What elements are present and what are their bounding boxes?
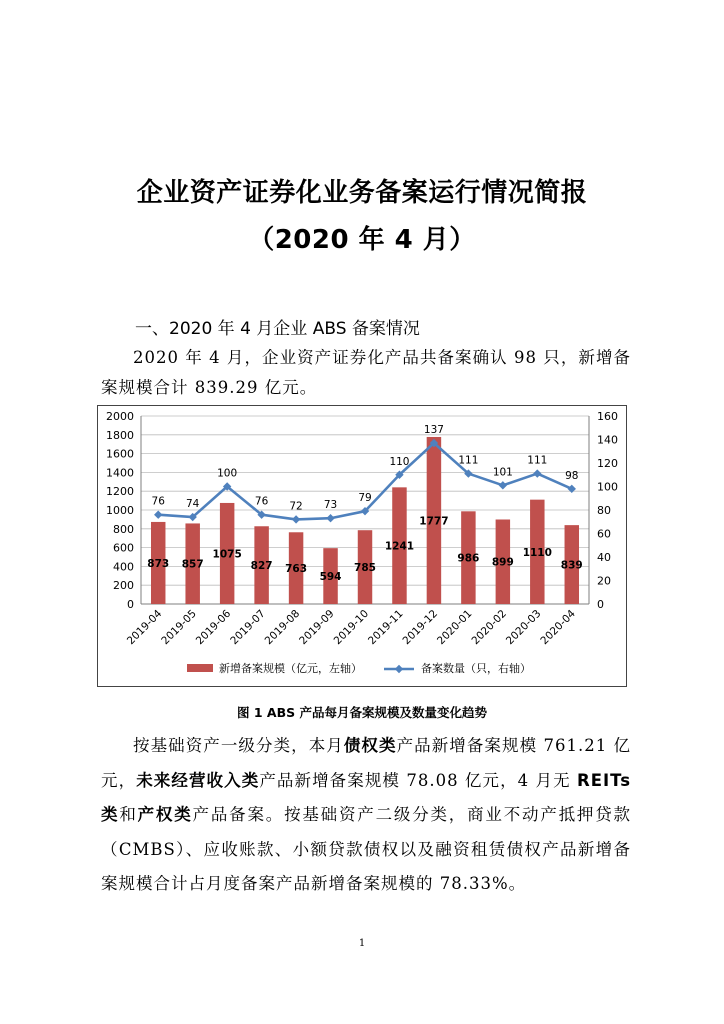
- right-axis-tick: 40: [597, 551, 611, 564]
- count-value-label: 72: [289, 500, 303, 513]
- count-value-label: 137: [423, 424, 444, 437]
- legend-bar-label: 新增备案规模（亿元，左轴）: [219, 662, 362, 675]
- count-value-label: 110: [389, 455, 410, 468]
- left-axis-tick: 600: [113, 541, 134, 555]
- bar-value-label: 594: [319, 571, 342, 584]
- left-axis-tick: 1200: [106, 485, 134, 499]
- left-axis-tick: 400: [113, 560, 134, 574]
- count-point-marker: [533, 469, 541, 477]
- bar-value-label: 1241: [384, 540, 415, 553]
- count-point-marker: [326, 514, 334, 522]
- page-number: 1: [358, 938, 366, 949]
- x-axis-tick: 2019-07: [228, 607, 268, 648]
- para-text: 产品新增备案规模 78.08 亿元，4 月无: [259, 770, 578, 790]
- paragraph-classification: [101, 729, 631, 902]
- bar-value-label: 827: [250, 560, 273, 573]
- count-point-marker: [154, 511, 162, 519]
- x-axis-tick: 2019-04: [124, 607, 165, 648]
- para-text: 按基础资产一级分类，本月: [133, 736, 344, 755]
- left-axis-tick: 1800: [106, 428, 134, 442]
- para-bold-term: 产权类: [137, 805, 193, 824]
- x-axis-tick: 2019-10: [331, 607, 372, 648]
- count-value-label: 76: [254, 495, 269, 508]
- bar-value-label: 1110: [522, 546, 552, 559]
- document-subtitle-date: （2020 年 4 月）: [248, 225, 476, 255]
- x-axis-tick: 2019-12: [400, 607, 441, 648]
- para-text: 产品备案。按基础资产二级分类，商业不动产抵押贷款（CMBS）、应收账款、小额贷款债权以及融资租赁债权产品新增备案规模合计占月度备案产品新增备案规模的 78.33%。: [101, 805, 632, 893]
- count-point-marker: [292, 515, 300, 523]
- para-bold-term: 未来经营收入类: [136, 770, 260, 790]
- para-bold-term: REITs 类: [101, 770, 632, 824]
- right-axis-tick: 100: [597, 480, 618, 494]
- left-axis-tick: 1600: [106, 447, 134, 461]
- count-value-label: 74: [186, 498, 200, 511]
- bar-value-label: 1075: [212, 548, 242, 561]
- count-value-label: 100: [217, 467, 238, 480]
- count-value-label: 111: [527, 454, 548, 467]
- left-axis-tick: 0: [127, 598, 134, 611]
- para-bold-term: 债权类: [343, 736, 397, 755]
- right-axis-tick: 120: [597, 457, 618, 470]
- bar-value-label: 785: [354, 562, 376, 575]
- x-axis-tick: 2019-06: [193, 607, 234, 648]
- legend-line-label: 备案数量（只，右轴）: [421, 662, 531, 675]
- left-axis-tick: 1400: [106, 466, 134, 480]
- count-value-label: 101: [492, 466, 513, 479]
- legend-bar-swatch: [187, 664, 213, 672]
- right-axis-tick: 140: [597, 433, 618, 447]
- document-title: 企业资产证券化业务备案运行情况简报: [136, 178, 588, 208]
- bar-value-label: 857: [181, 558, 204, 571]
- bar-value-label: 873: [147, 557, 170, 570]
- figure-caption: 图 1 ABS 产品每月备案规模及数量变化趋势: [237, 705, 487, 720]
- x-axis-tick: 2020-04: [538, 607, 578, 648]
- x-axis-tick: 2019-08: [262, 607, 303, 648]
- paragraph-summary: 2020 年 4 月，企业资产证券化产品共备案确认 98 只，新增备案规模合计 839.29 亿元。: [101, 348, 631, 397]
- x-axis-tick: 2019-09: [297, 607, 337, 648]
- count-point-marker: [499, 481, 507, 489]
- bar-value-label: 763: [285, 563, 308, 576]
- section-heading: 一、2020 年 4 月企业 ABS 备案情况: [135, 319, 420, 339]
- bar-value-label: 1777: [419, 515, 449, 528]
- left-axis-tick: 1000: [106, 504, 134, 517]
- right-axis-tick: 80: [597, 504, 611, 517]
- abs-chart: [97, 405, 627, 687]
- x-axis-tick: 2020-03: [503, 607, 544, 648]
- para-text: 产品新增备案规模 761.21 亿元，: [101, 736, 632, 790]
- x-axis-tick: 2020-02: [469, 607, 509, 648]
- count-value-label: 111: [458, 454, 479, 467]
- x-axis-tick: 2019-11: [366, 607, 406, 648]
- para-text: 和: [119, 805, 138, 824]
- legend-line-marker: [395, 665, 403, 673]
- right-axis-tick: 0: [597, 598, 604, 611]
- left-axis-tick: 200: [113, 579, 134, 593]
- count-point-marker: [568, 485, 576, 493]
- right-axis-tick: 20: [597, 574, 611, 588]
- x-axis-tick: 2019-05: [159, 607, 199, 648]
- left-axis-tick: 2000: [106, 410, 134, 423]
- count-value-label: 73: [323, 499, 338, 512]
- left-axis-tick: 800: [113, 522, 134, 536]
- bar-value-label: 839: [560, 559, 583, 572]
- x-axis-tick: 2020-01: [434, 607, 475, 648]
- right-axis-tick: 160: [597, 410, 618, 423]
- right-axis-tick: 60: [597, 527, 611, 541]
- bar-value-label: 899: [491, 556, 514, 569]
- chart-svg: [98, 406, 626, 686]
- count-value-label: 79: [358, 492, 372, 505]
- count-value-label: 76: [151, 495, 165, 508]
- count-value-label: 98: [565, 469, 579, 482]
- bar-value-label: 986: [457, 552, 480, 565]
